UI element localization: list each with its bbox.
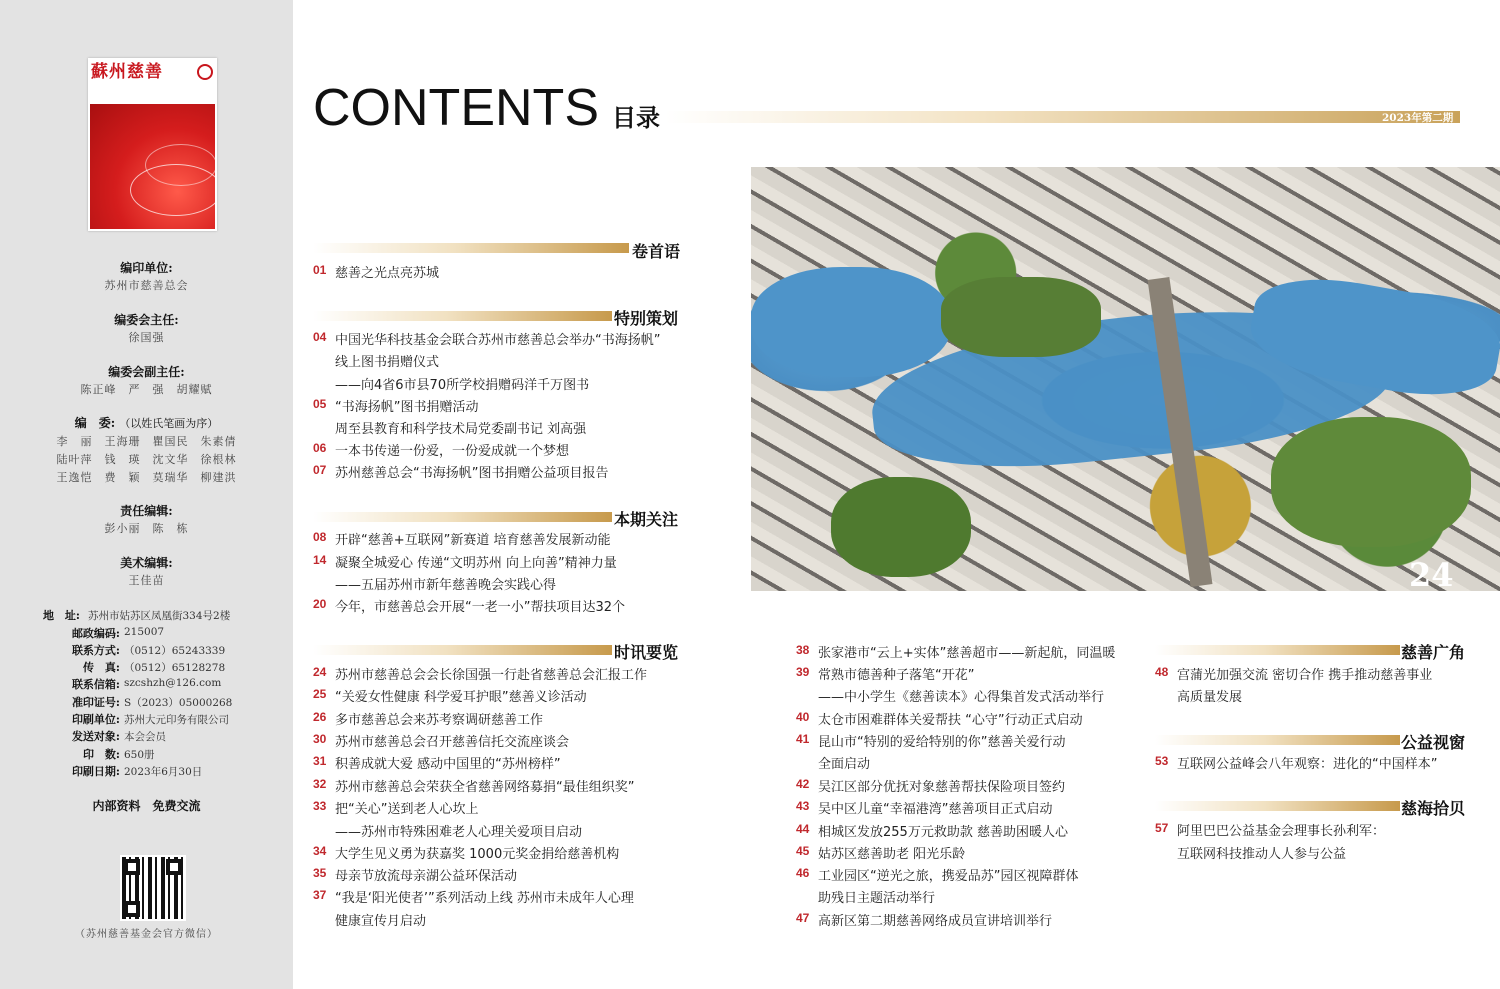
date-label: 印刷日期: — [71, 765, 120, 778]
toc-page-number: 35 — [313, 866, 327, 880]
toc-page-number: 34 — [313, 844, 327, 858]
members-label: 编 委: — [74, 416, 116, 430]
toc-entry[interactable]: 开辟“慈善+互联网”新赛道 培育慈善发展新动能 — [335, 533, 611, 548]
toc-entry[interactable]: 高新区第二期慈善网络成员宣讲培训举行 — [818, 914, 1053, 929]
section-title-tebie: 特别策划 — [614, 309, 679, 328]
toc-entry[interactable]: 常熟市德善种子落笔“开花” — [818, 668, 975, 683]
members-line-1: 李 丽 王海珊 瞿国民 朱素倩 — [56, 435, 237, 448]
toc-entry-continued[interactable]: 互联网科技推动人人参与公益 — [1177, 847, 1347, 862]
fax-label: 传 真: — [82, 661, 120, 674]
cover-artwork — [90, 104, 215, 229]
members-heading — [0, 414, 293, 431]
toc-entry[interactable]: “书海扬帆”图书捐赠活动 — [335, 400, 479, 415]
toc-page-number: 38 — [796, 643, 810, 657]
chair-label: 编委会主任: — [114, 313, 179, 327]
toc-entry[interactable]: 姑苏区慈善助老 阳光乐龄 — [818, 847, 966, 862]
editor-unit-label: 编印单位: — [120, 261, 173, 275]
toc-page-number: 33 — [313, 799, 327, 813]
members-note: （以姓氏笔画为序） — [119, 417, 219, 430]
toc-page-number: 32 — [313, 777, 327, 791]
toc-page-number: 05 — [313, 397, 327, 411]
magazine-cover — [88, 58, 217, 231]
chair-value: 徐国强 — [128, 331, 165, 344]
section-title-shichuang: 公益视窗 — [1401, 733, 1466, 752]
address-label: 地 址: — [42, 609, 80, 622]
toc-entry[interactable]: 吴江区部分优抚对象慈善帮扶保险项目签约 — [818, 780, 1066, 795]
photo-water — [751, 267, 951, 377]
members-line-2: 陆叶萍 钱 瑛 沈文华 徐根林 — [56, 453, 237, 466]
toc-entry[interactable]: 互联网公益峰会八年观察：进化的“中国样本” — [1177, 757, 1438, 772]
fax-value: （0512）65128278 — [124, 662, 226, 674]
toc-page-number: 25 — [313, 687, 327, 701]
toc-page-number: 01 — [313, 263, 327, 277]
photo-page-number: 24 — [1409, 556, 1454, 594]
toc-entry-subtitle[interactable]: ——中小学生《慈善读本》心得集首发式活动举行 — [818, 690, 1105, 705]
toc-page-number: 37 — [313, 888, 327, 902]
toc-page-number: 26 — [313, 710, 327, 724]
toc-entry[interactable]: 苏州市慈善总会召开慈善信托交流座谈会 — [335, 735, 570, 750]
toc-entry[interactable]: 中国光华科技基金会联合苏州市慈善总会举办“书海扬帆” — [335, 333, 661, 348]
internal-note: 内部资料 免费交流 — [92, 799, 201, 813]
toc-entry[interactable]: 积善成就大爱 感动中国里的“苏州榜样” — [335, 757, 561, 772]
vice-chair-value: 陈正峰 严 强 胡耀赋 — [80, 383, 213, 396]
section-title-juanshouyu: 卷首语 — [632, 242, 681, 261]
toc-page-number: 14 — [313, 553, 327, 567]
sidebar — [0, 0, 293, 989]
art-editor-value: 王佳苗 — [128, 574, 165, 587]
target-value: 本会会员 — [124, 731, 166, 743]
target-label: 发送对象: — [71, 730, 120, 743]
toc-entry[interactable]: 一本书传递一份爱，一份爱成就一个梦想 — [335, 444, 570, 459]
toc-entry[interactable]: 今年，市慈善总会开展“一老一小”帮扶项目达32个 — [335, 600, 626, 615]
toc-page-number: 57 — [1155, 821, 1169, 835]
qr-corner — [124, 901, 140, 917]
vice-chair-label: 编委会副主任: — [108, 365, 185, 379]
toc-page-number: 04 — [313, 330, 327, 344]
toc-entry[interactable]: 昆山市“特别的爱给特别的你”慈善关爱行动 — [818, 735, 1066, 750]
section-rule — [313, 243, 629, 253]
toc-entry[interactable]: 太仓市困难群体关爱帮扶 “心守”行动正式启动 — [818, 713, 1083, 728]
toc-entry[interactable]: 把“关心”送到老人心坎上 — [335, 802, 479, 817]
resp-editor-value: 彭小丽 陈 栋 — [104, 522, 189, 535]
toc-entry[interactable]: 阿里巴巴公益基金会理事长孙利军： — [1177, 824, 1386, 839]
email-value: szcshzh@126.com — [124, 677, 222, 689]
date-value: 2023年6月30日 — [124, 766, 203, 778]
toc-entry[interactable]: “我是‘阳光使者’”系列活动上线 苏州市未成年人心理 — [335, 891, 634, 906]
address-value: 苏州市姑苏区凤凰街334号2楼 — [88, 610, 231, 622]
toc-entry-continued[interactable]: 线上图书捐赠仪式 — [335, 355, 440, 370]
count-value: 650册 — [124, 749, 155, 761]
section-rule — [1155, 645, 1400, 655]
toc-page-number: 30 — [313, 732, 327, 746]
section-rule — [1155, 801, 1400, 811]
toc-entry-subtitle[interactable]: 周至县教育和科学技术局党委副书记 刘高强 — [335, 422, 587, 437]
title-rule — [665, 111, 1460, 123]
toc-entry-subtitle[interactable]: ——苏州市特殊困难老人心理关爱项目启动 — [335, 825, 583, 840]
section-title-shibei: 慈海拾贝 — [1401, 799, 1466, 818]
photo-trees — [941, 277, 1101, 357]
qr-corner — [166, 859, 182, 875]
toc-page-number: 24 — [313, 665, 327, 679]
art-editor-label: 美术编辑: — [120, 556, 173, 570]
toc-entry[interactable]: 吴中区儿童“幸福港湾”慈善项目正式启动 — [818, 802, 1053, 817]
contents-title-cn: 目录 — [612, 103, 660, 132]
toc-entry[interactable]: 苏州市慈善总会会长徐国强一行赴省慈善总会汇报工作 — [335, 668, 648, 683]
toc-entry-continued[interactable]: 全面启动 — [818, 757, 871, 772]
issue-label: 2023年第二期 — [1382, 112, 1454, 124]
editor-unit-value: 苏州市慈善总会 — [104, 279, 189, 292]
toc-entry[interactable]: 多市慈善总会来苏考察调研慈善工作 — [335, 713, 544, 728]
members-line-3: 王逸恺 费 颖 莫瑞华 柳建洪 — [56, 471, 237, 484]
aerial-photo — [751, 167, 1500, 591]
toc-entry[interactable]: 大学生见义勇为获嘉奖 1000元奖金捐给慈善机构 — [335, 847, 620, 862]
cover-ring-inner — [145, 144, 217, 186]
toc-entry-continued[interactable]: 高质量发展 — [1177, 690, 1243, 705]
toc-page-number: 48 — [1155, 665, 1169, 679]
qr-code — [120, 855, 186, 921]
toc-entry[interactable]: 慈善之光点亮苏城 — [335, 266, 440, 281]
section-rule — [313, 512, 612, 522]
permit-label: 准印证号: — [71, 696, 120, 709]
toc-page-number: 46 — [796, 866, 810, 880]
contents-title: CONTENTS — [313, 79, 599, 137]
toc-page-number: 53 — [1155, 754, 1169, 768]
section-title-shishi: 时讯要览 — [614, 643, 679, 662]
postcode-label: 邮政编码: — [71, 627, 120, 640]
toc-page-number: 42 — [796, 777, 810, 791]
permit-value: S（2023）05000268 — [124, 697, 233, 709]
printer-value: 苏州大元印务有限公司 — [124, 714, 229, 726]
toc-page-number: 39 — [796, 665, 810, 679]
toc-entry[interactable]: 母亲节放流母亲湖公益环保活动 — [335, 869, 518, 884]
contact-label: 联系方式: — [71, 644, 120, 657]
resp-editor-label: 责任编辑: — [120, 504, 173, 518]
cover-logo-icon — [197, 64, 213, 80]
toc-page-number: 08 — [313, 530, 327, 544]
toc-entry-continued[interactable]: 健康宣传月启动 — [335, 914, 427, 929]
toc-entry[interactable]: 相城区发放255万元救助款 慈善助困暖人心 — [818, 825, 1068, 840]
toc-entry[interactable]: 苏州慈善总会“书海扬帆”图书捐赠公益项目报告 — [335, 466, 609, 481]
toc-entry-subtitle[interactable]: ——五届苏州市新年慈善晚会实践心得 — [335, 578, 557, 593]
section-title-guangjiao: 慈善广角 — [1401, 643, 1466, 662]
qr-corner — [124, 859, 140, 875]
postcode-value: 215007 — [124, 626, 165, 638]
toc-entry-continued[interactable]: 助残日主题活动举行 — [818, 891, 936, 906]
photo-trees — [1271, 417, 1471, 547]
email-label: 联系信箱: — [71, 678, 120, 691]
toc-entry-subtitle[interactable]: ——向4省6市县70所学校捐赠码洋千万图书 — [335, 378, 590, 393]
toc-page-number: 20 — [313, 597, 327, 611]
toc-entry[interactable]: 苏州市慈善总会荣获全省慈善网络募捐“最佳组织奖” — [335, 780, 635, 795]
section-rule — [313, 645, 612, 655]
section-title-benqi: 本期关注 — [614, 510, 679, 529]
count-label: 印 数: — [82, 748, 120, 761]
toc-page-number: 07 — [313, 463, 327, 477]
toc-entry[interactable]: 宫蒲光加强交流 密切合作 携手推动慈善事业 — [1177, 668, 1433, 683]
toc-page-number: 41 — [796, 732, 810, 746]
toc-entry[interactable]: 张家港市“云上+实体”慈善超市——新起航，同温暖 — [818, 646, 1116, 661]
toc-page-number: 45 — [796, 844, 810, 858]
toc-page-number: 06 — [313, 441, 327, 455]
toc-page-number: 44 — [796, 822, 810, 836]
toc-entry[interactable]: “关爱女性健康 科学爱耳护眼”慈善义诊活动 — [335, 690, 587, 705]
qr-caption: （苏州慈善基金会官方微信） — [75, 929, 218, 940]
toc-page-number: 31 — [313, 754, 327, 768]
section-rule — [313, 311, 612, 321]
contact-value: （0512）65243339 — [124, 645, 226, 657]
cover-masthead: 蘇州慈善 — [91, 62, 163, 82]
toc-page-number: 43 — [796, 799, 810, 813]
toc-page-number: 47 — [796, 911, 810, 925]
toc-page-number: 40 — [796, 710, 810, 724]
toc-entry[interactable]: 工业园区“逆光之旅，携爱品苏”园区视障群体 — [818, 869, 1079, 884]
section-rule — [1155, 735, 1400, 745]
photo-trees — [831, 477, 971, 577]
toc-entry[interactable]: 凝聚全城爱心 传递“文明苏州 向上向善”精神力量 — [335, 556, 617, 571]
printer-label: 印刷单位: — [71, 713, 120, 726]
